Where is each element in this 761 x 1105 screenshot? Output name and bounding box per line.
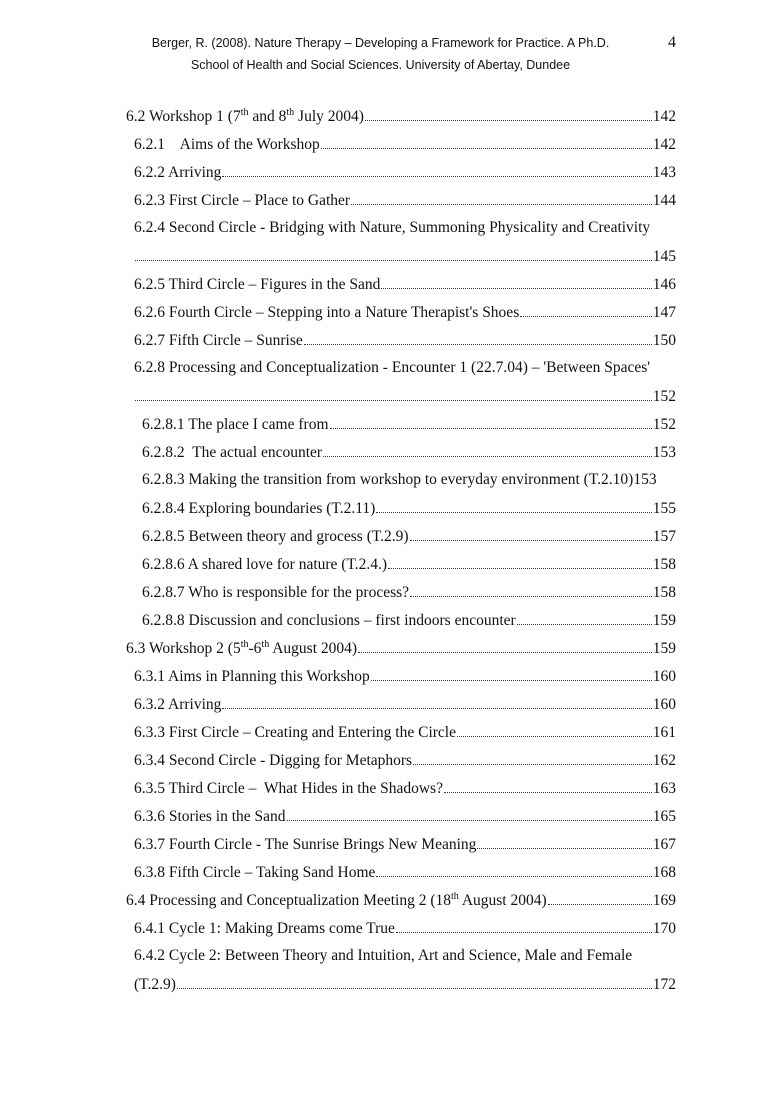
dot-leader <box>351 190 652 205</box>
toc-entry-title[interactable]: 6.4.2 Cycle 2: Between Theory and Intuition, Art and Science, Male and Female <box>134 947 633 964</box>
dot-leader <box>548 890 652 905</box>
toc-entry-title: 6.3.1 Aims in Planning this Workshop <box>134 668 370 685</box>
toc-entry-page: 159 <box>652 612 676 629</box>
dot-leader <box>410 582 652 597</box>
toc-entry-page: 153 <box>633 471 657 488</box>
dot-leader <box>365 106 652 121</box>
toc-entry-title: 6.3.8 Fifth Circle – Taking Sand Home <box>134 864 376 881</box>
toc-entry-title[interactable]: 6.2.8 Processing and Conceptualization - Encounter 1 (22.7.04) – 'Between Spaces' <box>134 359 651 376</box>
toc-entry[interactable] <box>134 918 676 939</box>
toc-entry[interactable] <box>134 302 676 323</box>
dot-leader <box>444 778 652 793</box>
toc-entry-title: 6.2.8.5 Between theory and grocess (T.2.9) <box>142 528 409 545</box>
toc-entry-title-continued: (T.2.9) <box>134 976 176 993</box>
toc-entry-page: 158 <box>652 584 676 601</box>
toc-entry-page: 165 <box>652 808 676 825</box>
toc-entry-page: 142 <box>652 136 676 153</box>
dot-leader <box>388 554 652 569</box>
toc-entry[interactable] <box>142 414 676 435</box>
toc-entry-page: 160 <box>652 668 676 685</box>
toc-entry-title: 6.2 Workshop 1 (7th and 8th July 2004) <box>126 107 364 125</box>
toc-entry-title: 6.2.6 Fourth Circle – Stepping into a Nature Therapist's Shoes <box>134 304 520 321</box>
toc-entry-title: 6.3 Workshop 2 (5th-6th August 2004) <box>126 639 358 657</box>
toc-entry-title: 6.2.8.8 Discussion and conclusions – first indoors encounter <box>142 612 516 629</box>
toc-entry[interactable] <box>142 582 676 603</box>
toc-entry-title: 6.2.7 Fifth Circle – Sunrise <box>134 332 303 349</box>
toc-entry-title: 6.3.6 Stories in the Sand <box>134 808 286 825</box>
toc-entry[interactable] <box>134 666 676 687</box>
toc-entry-page: 152 <box>652 416 676 433</box>
dot-leader <box>381 274 651 289</box>
toc-entry-page: 145 <box>652 248 676 265</box>
header-institution: School of Health and Social Sciences. University of Abertay, Dundee <box>190 58 571 72</box>
dot-leader <box>135 246 652 261</box>
dot-leader <box>413 750 652 765</box>
toc-entry-page: 157 <box>652 528 676 545</box>
toc-entry-page: 147 <box>652 304 676 321</box>
dot-leader <box>477 834 651 849</box>
toc-entry[interactable] <box>134 694 676 715</box>
toc-entry-title[interactable]: 6.2.4 Second Circle - Bridging with Nature, Summoning Physicality and Creativity <box>134 219 651 236</box>
toc-entry-title: 6.2.5 Third Circle – Figures in the Sand <box>134 276 381 293</box>
toc-entry-title: 6.2.8.3 Making the transition from workshop to everyday environment (T.2.10) <box>142 471 634 488</box>
toc-entry[interactable] <box>142 526 676 547</box>
toc-entry-page: 163 <box>652 780 676 797</box>
toc-entry-page: 161 <box>652 724 676 741</box>
toc-entry-title: 6.3.7 Fourth Circle - The Sunrise Brings New Meaning <box>134 836 477 853</box>
toc-entry-page: 155 <box>652 500 676 517</box>
toc-entry[interactable] <box>142 610 676 631</box>
toc-entry-page: 152 <box>652 388 676 405</box>
toc-entry-page: 172 <box>652 976 676 993</box>
toc-entry-page: 143 <box>652 164 676 181</box>
toc-entry[interactable] <box>126 890 676 911</box>
toc-entry[interactable] <box>134 862 676 883</box>
toc-entry[interactable] <box>134 274 676 295</box>
toc-entry-title: 6.4 Processing and Conceptualization Meeting 2 (18th August 2004) <box>126 891 547 909</box>
toc-entry[interactable] <box>134 134 676 155</box>
toc-entry[interactable] <box>134 806 676 827</box>
toc-entry-page: 153 <box>652 444 676 461</box>
toc-entry[interactable] <box>126 106 676 127</box>
toc-entry-title: 6.2.2 Arriving <box>134 164 222 181</box>
toc-entry[interactable] <box>134 778 676 799</box>
toc-entry[interactable] <box>134 750 676 771</box>
toc-entry-title: 6.2.8.7 Who is responsible for the process? <box>142 584 410 601</box>
dot-leader <box>287 806 652 821</box>
dot-leader <box>396 918 652 933</box>
toc-entry-title: 6.2.8.6 A shared love for nature (T.2.4.) <box>142 556 388 573</box>
dot-leader <box>135 386 652 401</box>
dot-leader <box>520 302 652 317</box>
toc-entry-title: 6.2.1 Aims of the Workshop <box>134 136 320 153</box>
toc-entry[interactable] <box>134 974 676 995</box>
toc-entry[interactable] <box>134 834 676 855</box>
toc-entry[interactable] <box>142 470 676 490</box>
toc-entry-title: 6.2.8.2 The actual encounter <box>142 444 323 461</box>
toc-entry-title: 6.2.8.4 Exploring boundaries (T.2.11) <box>142 500 376 517</box>
dot-leader <box>517 610 652 625</box>
toc-entry-page: 168 <box>652 864 676 881</box>
dot-leader <box>371 666 652 681</box>
toc-entry[interactable] <box>126 638 676 659</box>
toc-entry-page: 150 <box>652 332 676 349</box>
header-citation: Berger, R. (2008). Nature Therapy – Developing a Framework for Practice. A Ph.D. <box>151 36 610 50</box>
toc-entry-title: 6.3.3 First Circle – Creating and Entering the Circle <box>134 724 456 741</box>
toc-entry-title: 6.3.4 Second Circle - Digging for Metaphors <box>134 752 413 769</box>
dot-leader <box>222 162 651 177</box>
dot-leader <box>376 498 651 513</box>
toc-entry-page: 142 <box>652 108 676 125</box>
toc-entry[interactable] <box>134 722 676 743</box>
dot-leader <box>410 526 652 541</box>
dot-leader <box>330 414 652 429</box>
dot-leader <box>321 134 652 149</box>
toc-entry[interactable] <box>134 246 676 267</box>
dot-leader <box>304 330 652 345</box>
dot-leader <box>222 694 651 709</box>
toc-entry[interactable] <box>134 190 676 211</box>
toc-entry[interactable] <box>134 330 676 351</box>
toc-entry-page: 162 <box>652 752 676 769</box>
dot-leader <box>177 974 652 989</box>
toc-entry-title: 6.2.8.1 The place I came from <box>142 416 329 433</box>
dot-leader <box>457 722 652 737</box>
toc-entry[interactable] <box>134 162 676 183</box>
toc-entry-page: 167 <box>652 836 676 853</box>
toc-entry-title: 6.4.1 Cycle 1: Making Dreams come True <box>134 920 395 937</box>
dot-leader <box>323 442 652 457</box>
toc-entry[interactable] <box>142 554 676 575</box>
toc-entry[interactable] <box>134 386 676 407</box>
toc-entry[interactable] <box>142 442 676 463</box>
toc-entry-title: 6.3.2 Arriving <box>134 696 222 713</box>
toc-entry-title: 6.3.5 Third Circle – What Hides in the Shadows? <box>134 780 443 797</box>
dot-leader <box>358 638 652 653</box>
dot-leader <box>376 862 651 877</box>
toc-entry[interactable] <box>142 498 676 519</box>
toc-entry-page: 169 <box>652 892 676 909</box>
toc-entry-page: 144 <box>652 192 676 209</box>
toc-entry-page: 160 <box>652 696 676 713</box>
toc-entry-page: 170 <box>652 920 676 937</box>
toc-entry-page: 146 <box>652 276 676 293</box>
page-number: 4 <box>668 34 676 51</box>
toc-entry-page: 158 <box>652 556 676 573</box>
toc-entry-title: 6.2.3 First Circle – Place to Gather <box>134 192 351 209</box>
toc-entry-page: 159 <box>652 640 676 657</box>
